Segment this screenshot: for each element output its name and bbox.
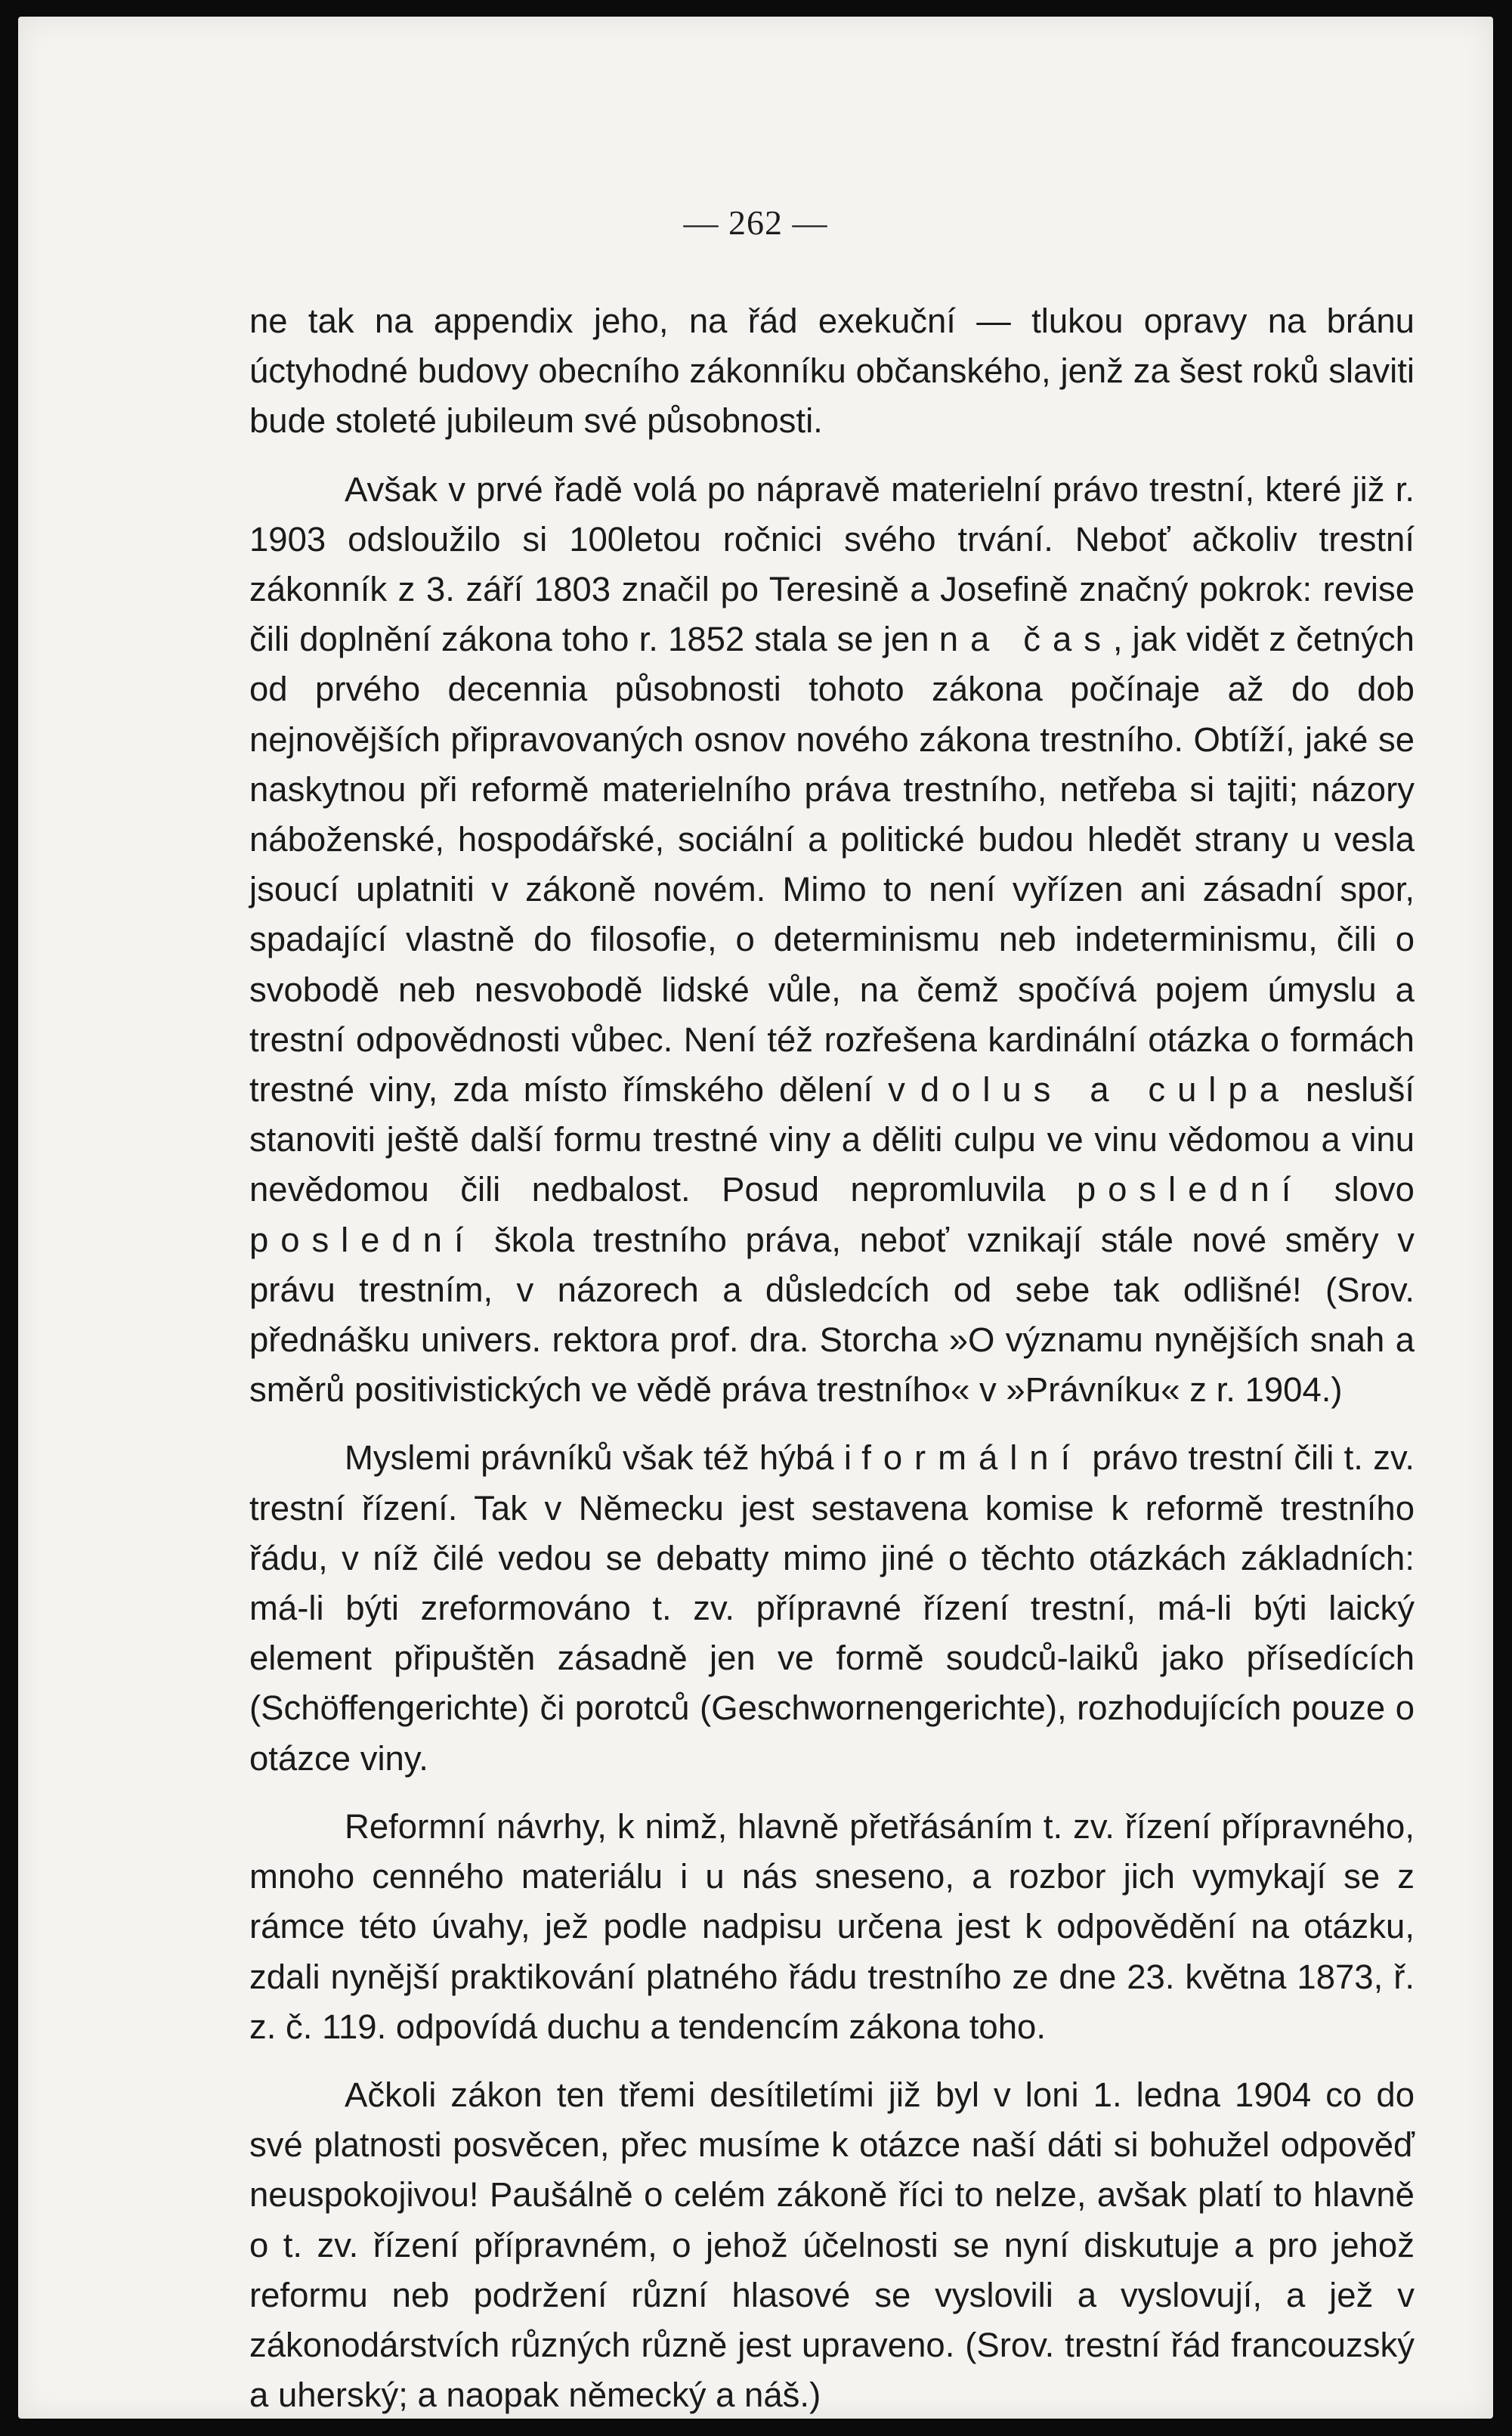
paragraph bbox=[249, 1802, 1415, 2052]
paragraph-text: Reformní návrhy, k nimž, hlavně přetřásáním t. zv. řízení přípravného, mnoho cenného materiálu i u nás sneseno, a rozbor jich vymykají se z rámce této úvahy, jež podle nadpisu určena jest k odpovědění na otázku, zdali nynější praktikování platného řádu trestního ze dne 23. května 1873, ř. z. č. 119. odpovídá duchu a tendencím zákona toho. bbox=[249, 1806, 1415, 2046]
body-text bbox=[249, 296, 1415, 2419]
paragraph-text: ne tak na appendix jeho, na řád exekuční — tlukou opravy na bránu úctyhodné budovy obecního zákonníku občanského, jenž za šest roků slaviti bude stoleté jubileum své působnosti. bbox=[249, 302, 1415, 441]
paragraph bbox=[249, 296, 1415, 447]
paragraph-text: nesluší stanoviti ještě další formu trestné viny a děliti culpu ve vinu vědomou a vinu nevědomou čili nedbalost. Posud nepromluvila bbox=[249, 1070, 1415, 1209]
paragraph-text: Avšak v prvé řadě volá po nápravě materielní právo trestní, které již r. 1903 odsloužilo si 100letou ročnici svého trvání. Neboť ačkoliv trestní zákonník z 3. září 1803 značil po Teresině a Josefině značný pokrok: revise čili doplnění zákona toho r. 1852 stala se jen bbox=[249, 469, 1415, 659]
paragraph-text: právo trestní čili t. zv. trestní řízení. Tak v Německu jest sestavena komise k reformě trestního řádu, v níž čilé vedou se debatty mimo jiné o těchto otázkách základních: má-li býti zreformováno t. zv. přípravné řízení trestní, má-li býti laický element připuštěn zásadně jen ve formě soudců-laiků jako přísedících (Schöffengerichte) či porotců (Geschwornengerichte), rozhodujících pouze o otázce viny. bbox=[249, 1438, 1415, 1778]
spaced-emphasis-text: formální bbox=[861, 1438, 1083, 1478]
paragraph-text: Ačkoli zákon ten třemi desítiletími již byl v loni 1. ledna 1904 co do své platnosti posvěcen, přec musíme k otázce naší dáti si bohužel odpověď neuspokojivou! Paušálně o celém zákoně říci to nelze, avšak platí to hlavně o t. zv. řízení přípravném, o jehož účelnosti se nyní diskutuje a pro jehož reformu neb podržení různí hlasové se vyslovili a vyslovují, a jež v zákonodárstvích různých různě jest upraveno. (Srov. trestní řád francouzský a uherský; a naopak německý a náš.) bbox=[249, 2075, 1415, 2415]
paragraph-text: , jak vidět z četných od prvého decennia působnosti tohoto zákona počínaje až do dob nejnovějších připravovaných osnov nového zákona trestního. Obtíží, jaké se naskytnou při reformě materielního práva trestního, netřeba si tajiti; názory náboženské, hospodářské, sociální a politické budou hledět strany u vesla jsoucí uplatniti v zákoně novém. Mimo to není vyřízen ani zásadní spor, spadající vlastně do filosofie, o determinismu neb indeterminismu, čili o svobodě neb nesvobodě lidské vůle, na čemž spočívá pojem úmyslu a trestní odpovědnosti vůbec. Není též rozřešena kardinální otázka o formách trestné viny, zda místo římského dělení v bbox=[249, 620, 1415, 1110]
paragraph-text: škola trestního práva, neboť vznikají stále nové směry v právu trestním, v názorech a důsledcích od sebe tak odlišné! (Srov. přednášku univers. rektora prof. dra. Storcha »O významu nynějších snah a směrů positivistických ve vědě práva trestního« v »Právníku« z r. 1904.) bbox=[249, 1220, 1415, 1410]
spaced-emphasis-text: na čas bbox=[938, 620, 1113, 659]
paragraph-text: Myslemi právníků však též hýbá i bbox=[345, 1438, 862, 1478]
page-number: — 262 — bbox=[683, 203, 828, 242]
spaced-emphasis-text: poslední bbox=[249, 1220, 476, 1259]
spaced-emphasis-text: poslední bbox=[1076, 1170, 1303, 1209]
paragraph bbox=[249, 1433, 1415, 1783]
paragraph-text: slovo bbox=[1303, 1170, 1415, 1209]
paragraph bbox=[249, 465, 1415, 1416]
book-page bbox=[18, 17, 1493, 2419]
spaced-emphasis-text: dolus a culpa bbox=[920, 1070, 1291, 1110]
paragraph bbox=[249, 2070, 1415, 2419]
